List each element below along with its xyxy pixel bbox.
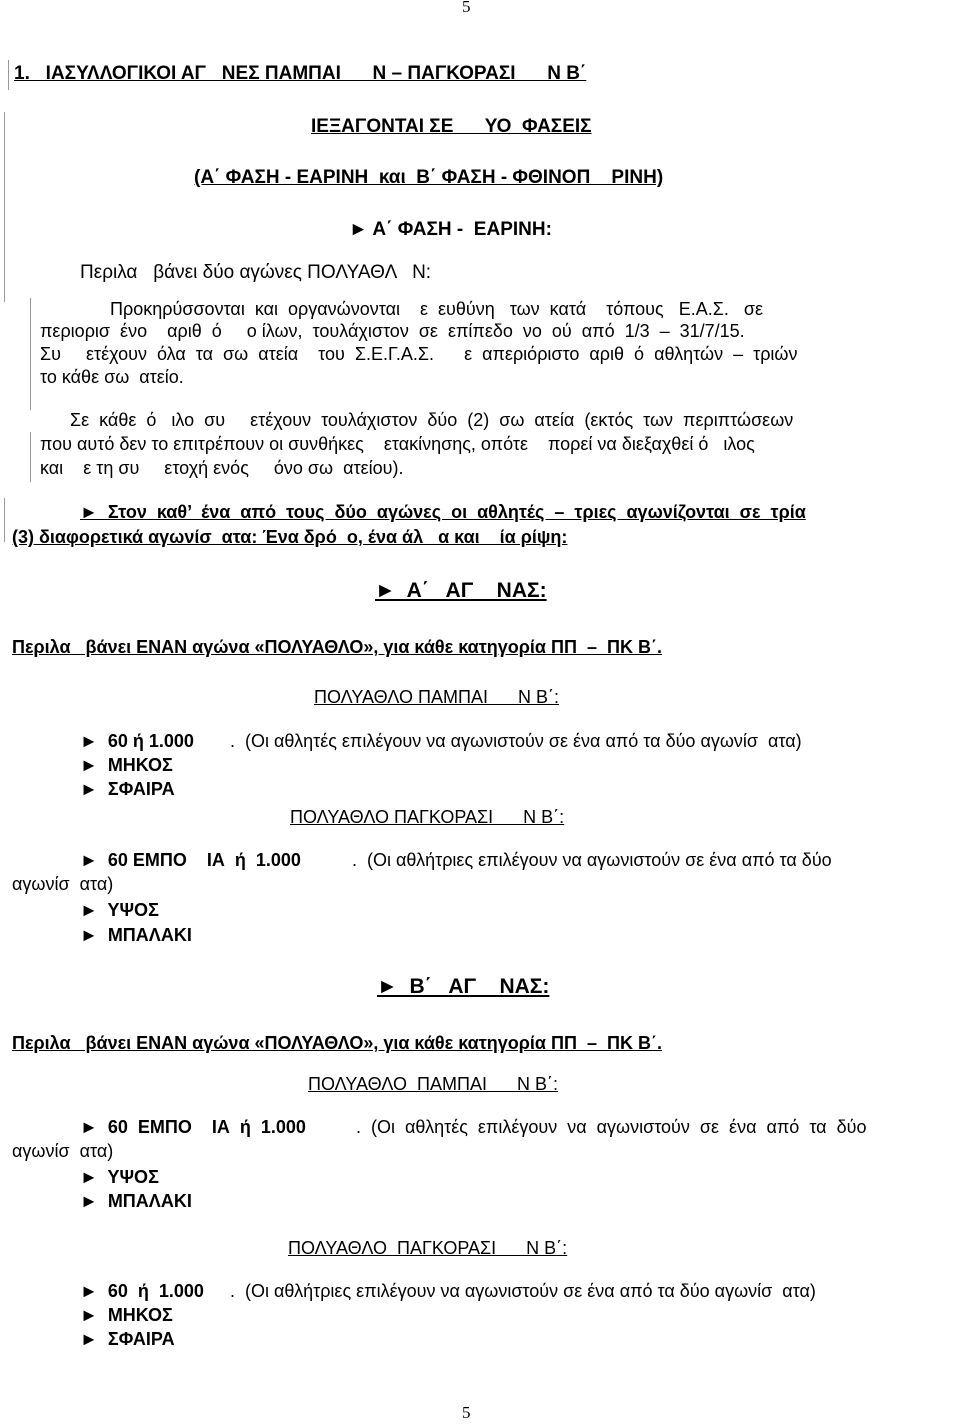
subheading-phases-detail: (Α΄ ΦΑΣΗ - ΕΑΡΙΝΗ και Β΄ ΦΑΣΗ - ΦΘΙΝΟΠ ΡΙΝΗ)	[194, 167, 664, 188]
agon-a-includes: Περιλα βάνει ΕΝΑΝ αγώνα «ΠΟΛΥΑΘΛΟ», για κάθε κατηγορία ΠΠ – ΠΚ Β΄.	[12, 637, 662, 657]
agon-b-girls-event: ► ΜΗΚΟΣ	[80, 1305, 173, 1325]
agon-a-girls-note-cont: αγωνίσ ατα)	[12, 874, 114, 894]
para2-line: Σε κάθε ό ιλο συ ετέχουν τουλάχιστον δύο (2) σω ατεία (εκτός των περιπτώσεων	[70, 410, 794, 430]
agon-b-boys-event: ► ΜΠΑΛΑΚΙ	[80, 1191, 192, 1211]
agon-b-boys-title: ΠΟΛΥΑΘΛΟ ΠΑΜΠΑΙ Ν Β΄:	[308, 1074, 558, 1094]
agon-a-boys-title: ΠΟΛΥΑΘΛΟ ΠΑΜΠΑΙ Ν Β΄:	[314, 687, 559, 707]
agon-a-girls-event: ► 60 ΕΜΠΟ ΙΑ ή 1.000	[80, 850, 301, 870]
agon-a-boys-event: ► 60 ή 1.000	[80, 731, 194, 751]
para2-line: που αυτό δεν το επιτρέπουν οι συνθήκες ετακίνησης, οπότε πορεί να διεξαχθεί ό ιλος	[40, 434, 755, 454]
agon-b-title: ► Β΄ ΑΓ ΝΑΣ:	[377, 975, 550, 998]
agon-b-boys-event: ► 60 ΕΜΠΟ ΙΑ ή 1.000	[80, 1117, 306, 1137]
main-heading: 1. ΙΑΣΥΛΛΟΓΙΚΟΙ ΑΓ ΝΕΣ ΠΑΜΠΑΙ Ν – ΠΑΓΚΟΡΑΣΙ Ν Β΄	[14, 63, 587, 84]
para1-line: Συ ετέχουν όλα τα σω ατεία του Σ.Ε.Γ.Α.Σ. ε απεριόριστο αριθ ό αθλητών – τριών	[40, 344, 798, 364]
agon-a-title: ► Α΄ ΑΓ ΝΑΣ:	[375, 579, 547, 602]
agon-a-girls-event: ► ΜΠΑΛΑΚΙ	[80, 925, 192, 945]
agon-b-girls-title: ΠΟΛΥΑΘΛΟ ΠΑΓΚΟΡΑΣΙ Ν Β΄:	[288, 1238, 568, 1258]
agon-a-girls-title: ΠΟΛΥΑΘΛΟ ΠΑΓΚΟΡΑΣΙ Ν Β΄:	[290, 807, 565, 827]
agon-b-girls-event: ► 60 ή 1.000	[80, 1281, 204, 1301]
margin-bar	[4, 498, 5, 542]
agon-b-girls-event: ► ΣΦΑΙΡΑ	[80, 1329, 175, 1349]
events-note-line: (3) διαφορετικά αγωνίσ ατα: Ένα δρό ο, ένα άλ α και ία ρίψη:	[12, 527, 568, 547]
agon-a-girls-note: . (Οι αθλήτριες επιλέγουν να αγωνιστούν σε ένα από τα δύο	[352, 850, 832, 870]
includes-two-competitions: Περιλα βάνει δύο αγώνες ΠΟΛΥΑΘΛ Ν:	[80, 262, 432, 283]
page-number-top: 5	[462, 0, 471, 16]
agon-b-includes: Περιλα βάνει ΕΝΑΝ αγώνα «ΠΟΛΥΑΘΛΟ», για κάθε κατηγορία ΠΠ – ΠΚ Β΄.	[12, 1033, 662, 1053]
page-number-bottom: 5	[462, 1403, 471, 1422]
para1-line: Προκηρύσσονται και οργανώνονται ε ευθύνη των κατά τόπους Ε.Α.Σ. σε	[110, 299, 763, 319]
phase-a-heading: ► Α΄ ΦΑΣΗ - ΕΑΡΙΝΗ:	[349, 219, 552, 240]
margin-bar	[4, 112, 5, 302]
agon-b-boys-event: ► ΥΨΟΣ	[80, 1167, 159, 1187]
para1-line: το κάθε σω ατείο.	[40, 367, 184, 387]
margin-bar	[8, 60, 9, 90]
agon-b-boys-note-cont: αγωνίσ ατα)	[12, 1141, 114, 1161]
events-note-line: ► Στον καθ’ ένα από τους δύο αγώνες οι αθλητές – τριες αγωνίζονται σε τρία	[80, 502, 806, 522]
agon-a-boys-event: ► ΣΦΑΙΡΑ	[80, 779, 175, 799]
subheading-two-phases: ΙΕΞΑΓΟΝΤΑΙ ΣΕ ΥΟ ΦΑΣΕΙΣ	[311, 116, 592, 137]
para2-line: και ε τη συ ετοχή ενός όνο σω ατείου).	[40, 458, 404, 478]
para1-line: περιορισ ένο αριθ ό ο ίλων, τουλάχιστον σε επίπεδο νο ού από 1/3 – 31/7/15.	[40, 321, 745, 341]
agon-a-boys-event: ► ΜΗΚΟΣ	[80, 755, 173, 775]
agon-b-girls-note: . (Οι αθλήτριες επιλέγουν να αγωνιστούν σε ένα από τα δύο αγωνίσ ατα)	[230, 1281, 816, 1301]
agon-b-boys-note: . (Οι αθλητές επιλέγουν να αγωνιστούν σε ένα από τα δύο	[356, 1117, 867, 1137]
agon-a-girls-event: ► ΥΨΟΣ	[80, 900, 159, 920]
margin-bar	[30, 432, 31, 482]
agon-a-boys-note: . (Οι αθλητές επιλέγουν να αγωνιστούν σε ένα από τα δύο αγωνίσ ατα)	[230, 731, 802, 751]
margin-bar	[30, 298, 31, 410]
